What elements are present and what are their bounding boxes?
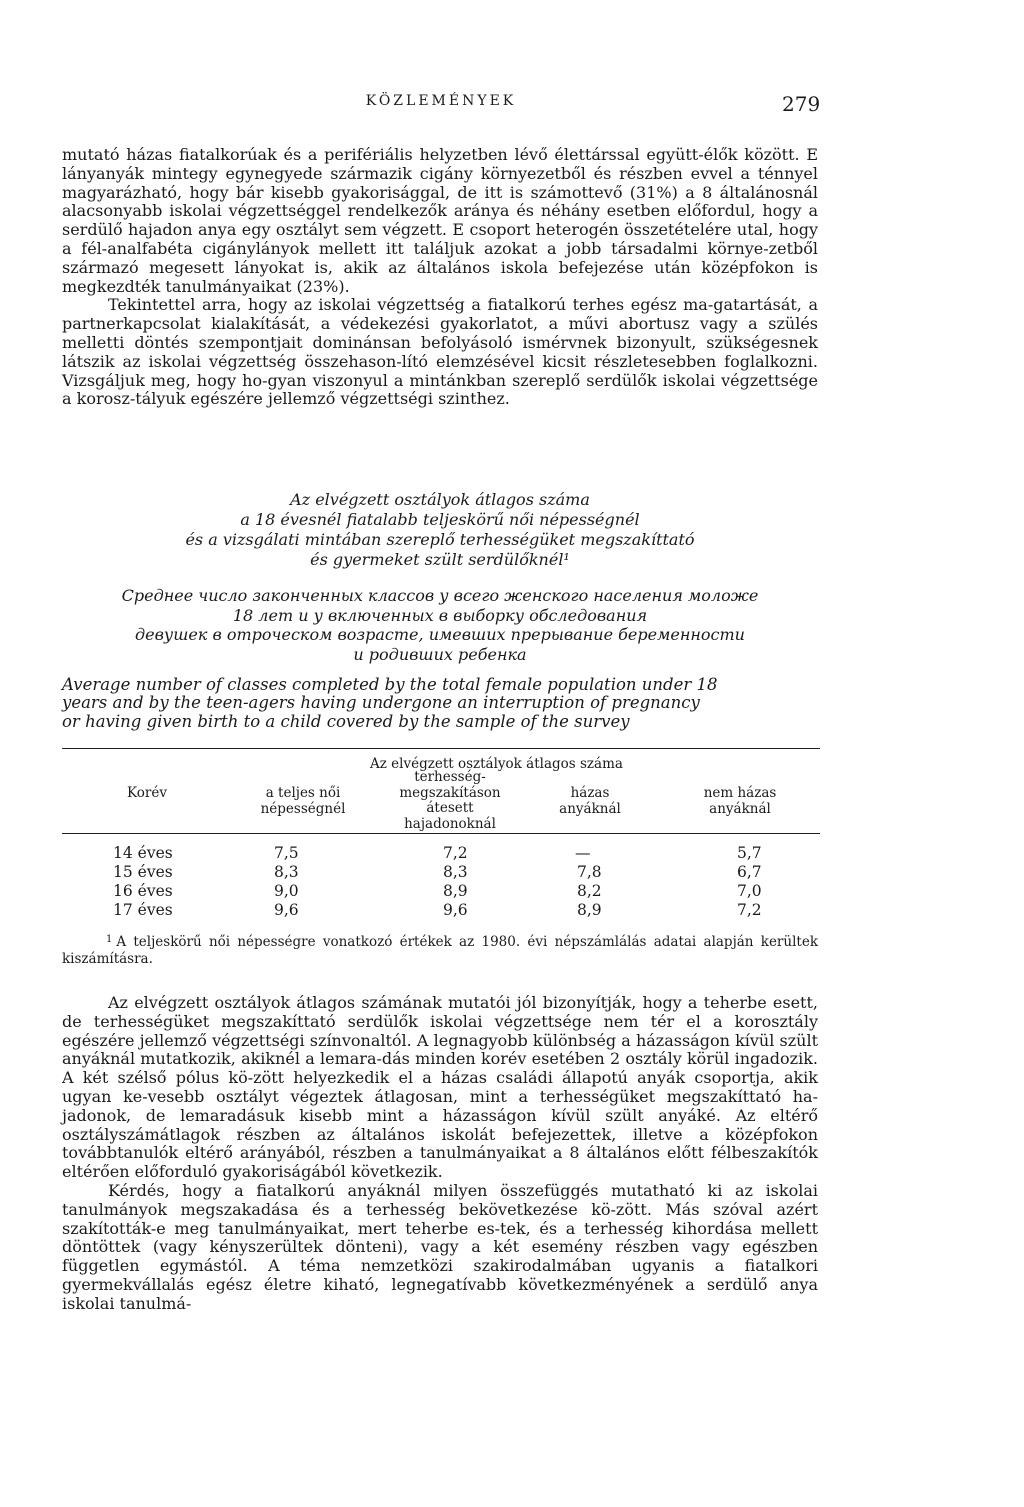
title-line: és a vizsgálati mintában szereplő terhességüket megszakíttató <box>185 530 695 549</box>
footnote-mark: 1 <box>106 934 113 945</box>
header-unmarried-mothers <box>680 786 800 817</box>
paragraph: Tekintettel arra, hogy az iskolai végzettség a fiatalkorú terhes egész ma-gatartását, a partnerkapcsolat kialakítását, a védekezési gyakorlatot, a művi abortusz vagy a szülés melletti döntés szempontjait dominánsan befolyásoló ismérvnek bizonyult, szükségesnek látszik az iskolai végzettség összehason-lító elemzésével kicsit részletesebben foglalkozni. Vizsgáljuk meg, hogy ho-gyan viszonyul a mintánkban szereplő serdülők iskolai végzettsége a korosz-tályuk egészére jellemző végzettségi szinthez. <box>62 295 818 409</box>
title-line: и родивших ребенка <box>353 644 527 664</box>
header-line: népességnél <box>260 800 346 817</box>
table-title-english <box>62 676 818 731</box>
header-married-mothers <box>535 786 645 817</box>
title-line: a 18 évesnél fiatalabb teljeskörű női népességnél <box>240 510 640 529</box>
cell-unmarried: 6,7 <box>737 863 762 881</box>
title-line: or having given birth to a child covered by the sample of the survey <box>62 711 630 731</box>
body-text-bottom <box>62 994 818 1314</box>
cell-interrupt: 9,6 <box>443 901 468 919</box>
title-line: és gyermeket szült serdülőknél¹ <box>310 550 570 569</box>
paragraph: Az elvégzett osztályok átlagos számának mutatói jól bizonyítják, hogy a teherbe esett, de terhességüket megszakíttató serdülők iskolai végzettsége nem tér el a korosztály egészére jellemző végzettségi színvonaltól. A legnagyobb különbség a házasságon kívül szült anyáknál mutatkozik, akiknél a lemara-dás minden korév esetében 2 osztály körül ingadozik. A két szélső pólus kö-zött helyezkedik el a házas családi állapotú anyák csoportja, akik ugyan ke-vesebb osztályt végeztek átlagosan, mint a terhességüket megszakíttató ha-jadonok, de lemaradásuk kisebb mint a házasságon kívül szült anyáké. Az eltérő osztályszámátlagok részben az általános iskolát befejezettek, illetve a középfokon továbbtanulók eltérő arányából, részben a tanulmányaikat a 8 általános előtt félbeszakítók eltérően előforduló gyakoriságából következik. <box>62 993 818 1182</box>
paragraph: mutató házas fiatalkorúak és a perifériális helyzetben lévő élettárssal együtt-élők között. E lányanyák mintegy egynegyede származik cigány környezetből és részben evvel a ténnyel magyarázható, hogy bár kisebb gyakorisággal, de itt is számottevő (31%) a 8 általánosnál alacsonyabb iskolai végzettséggel rendelkezők aránya és néhány esetben előfordul, hogy a serdülő hajadon anya egy osztályt sem végzett. E csoport heterogén összetételére utal, hogy a fél-analfabéta cigánylányok mellett itt találjuk azokat a jobb társadalmi környe-zetből származó megesett lányokat is, akik az általános iskola befejezése után középfokon is megkezdték tanulmányaikat (23%). <box>62 145 818 296</box>
title-line: Average number of classes completed by the total female population under 18 <box>62 675 718 694</box>
cell-unmarried: 7,0 <box>737 882 762 900</box>
body-text-top <box>62 146 818 409</box>
page-number: 279 <box>782 92 821 116</box>
table-span-header: Az elvégzett osztályok átlagos száma <box>370 756 623 772</box>
cell-age: 16 éves <box>113 882 173 900</box>
cell-unmarried: 5,7 <box>737 844 762 862</box>
title-line: Az elvégzett osztályok átlagos száma <box>290 490 590 509</box>
header-line: terhesség- <box>414 769 486 785</box>
running-title: KÖZLEMÉNYEK <box>365 93 517 109</box>
header-interruption <box>380 770 520 832</box>
header-line: átesett <box>426 800 474 816</box>
cell-married: 7,8 <box>577 863 602 881</box>
table-title-russian <box>62 586 818 664</box>
cell-age: 14 éves <box>113 844 173 862</box>
footnote <box>62 931 818 968</box>
table-header-rule <box>62 833 820 834</box>
header-line: megszakításon <box>399 784 501 801</box>
header-line: hajadonoknál <box>404 815 496 832</box>
header-line: a teljes női <box>265 785 341 801</box>
title-line: Среднее число законченных классов у всего женского населения моложе <box>121 586 759 605</box>
table-title-hungarian <box>62 490 818 570</box>
title-line: девушек в отроческом возрасте, имевших прерывание беременности <box>135 625 745 644</box>
cell-total: 9,0 <box>274 882 299 900</box>
title-line: 18 лет и у включенных в выборку обследования <box>232 605 648 625</box>
cell-married: 8,9 <box>577 901 602 919</box>
cell-interrupt: 7,2 <box>443 844 468 862</box>
header-total-population <box>238 786 368 817</box>
cell-married: — <box>575 844 591 862</box>
cell-unmarried: 7,2 <box>737 901 762 919</box>
cell-total: 8,3 <box>274 863 299 881</box>
cell-total: 7,5 <box>274 844 299 862</box>
header-line: házas <box>570 785 610 801</box>
footnote-text: A teljeskörű női népességre vonatkozó értékek az 1980. évi népszámlálás adatai alapján kerültek kiszámításra. <box>62 934 818 967</box>
cell-age: 15 éves <box>113 863 173 881</box>
title-line: years and by the teen-agers having undergone an interruption of pregnancy <box>62 693 700 713</box>
paragraph: Kérdés, hogy a fiatalkorú anyáknál milyen összefüggés mutatható ki az iskolai tanulmányok megszakadása és a terhesség bekövetkezése kö-zött. Más szóval azért szakították-e meg tanulmányaikat, mert teherbe es-tek, és a terhesség kihordása mellett döntöttek (vagy kényszerültek dönteni), vagy a két esemény részben vagy egészben független egymástól. A téma nemzetközi szakirodalmában ugyanis a fiatalkori gyermekvállalás egész életre kiható, legnegatívabb következményének a serdülő anya iskolai tanulmá- <box>62 1180 818 1313</box>
cell-married: 8,2 <box>577 882 602 900</box>
header-line: nem házas <box>703 785 777 801</box>
cell-age: 17 éves <box>113 901 173 919</box>
header-line: anyáknál <box>559 800 621 817</box>
header-line: anyáknál <box>709 800 771 817</box>
cell-interrupt: 8,9 <box>443 882 468 900</box>
cell-interrupt: 8,3 <box>443 863 468 881</box>
header-korev: Korév <box>127 785 167 801</box>
cell-total: 9,6 <box>274 901 299 919</box>
table-top-rule <box>62 748 820 749</box>
